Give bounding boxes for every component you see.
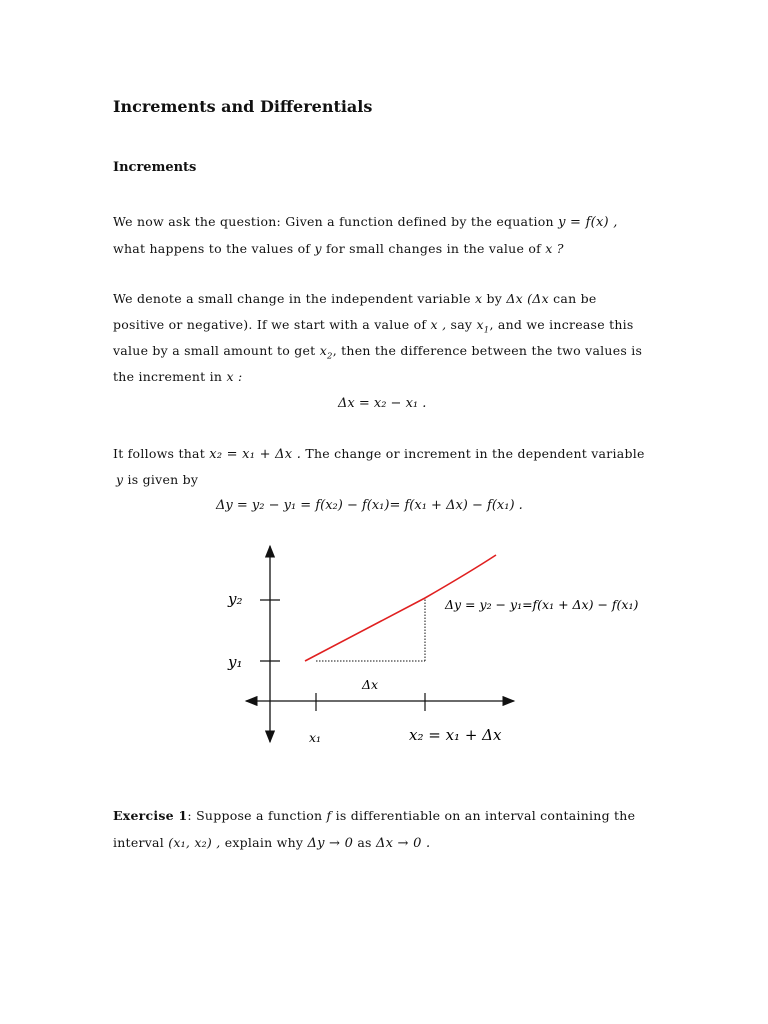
text: We now ask the question: Given a function defined by the equation xyxy=(113,214,554,229)
text: , and we increase this xyxy=(489,317,634,332)
text: positive or negative). If we start with a value of xyxy=(113,317,427,332)
section-heading: Increments xyxy=(113,160,197,175)
y1-label: y₁ xyxy=(228,653,243,671)
math-var: y xyxy=(314,241,322,256)
text: : Suppose a function xyxy=(187,808,323,823)
math-var: (Δx xyxy=(527,291,549,306)
math-var: x ? xyxy=(545,241,564,256)
math-var: $x_2$ xyxy=(319,343,333,362)
text: is given by xyxy=(127,472,199,487)
text: We denote a small change in the independent variable xyxy=(113,291,471,306)
paragraph-line xyxy=(113,369,242,384)
math-var: x : xyxy=(226,369,243,384)
math-symbol: x xyxy=(319,343,328,358)
text: can be xyxy=(553,291,597,306)
text: , then the difference between the two values is xyxy=(332,343,643,358)
text: as xyxy=(357,835,372,850)
text: say xyxy=(450,317,473,332)
exercise-label: Exercise 1 xyxy=(113,808,188,823)
text: value by a small amount to get xyxy=(113,343,316,358)
math-var: f xyxy=(326,808,332,823)
math-var: $x_1$ xyxy=(476,317,490,336)
text: for small changes in the value of xyxy=(326,241,541,256)
text: the increment in xyxy=(113,369,223,384)
equation: Δx → 0 . xyxy=(375,836,431,851)
text: what happens to the values of xyxy=(113,241,311,256)
equation-increment-x: Δx = x₂ − x₁ . xyxy=(338,396,427,411)
x1-label: x₁ xyxy=(309,730,322,745)
exercise-line xyxy=(113,808,635,823)
text: interval xyxy=(113,835,164,850)
paragraph-line xyxy=(113,343,642,362)
math-var: Δx xyxy=(506,291,523,306)
dy-label: Δy = y₂ − y₁=f(x₁ + Δx) − f(x₁) xyxy=(445,597,639,612)
equation: x₂ = x₁ + Δx . xyxy=(209,447,302,462)
page-title: Increments and Differentials xyxy=(113,97,373,116)
dx-label: Δx xyxy=(362,677,379,692)
text: It follows that xyxy=(113,446,205,461)
math-var: x xyxy=(475,291,483,306)
paragraph-line xyxy=(113,446,645,462)
exercise-line xyxy=(113,835,430,851)
paragraph-line xyxy=(113,214,618,230)
paragraph-line xyxy=(113,291,597,306)
equation: y = f(x) , xyxy=(558,215,618,230)
x2-label: x₂ = x₁ + Δx xyxy=(409,726,502,744)
paragraph-line xyxy=(113,317,634,336)
math-symbol: x xyxy=(476,317,484,332)
equation: Δy → 0 xyxy=(307,836,354,851)
text: by xyxy=(486,291,503,306)
paragraph-line xyxy=(116,472,198,487)
y2-label: y₂ xyxy=(228,590,243,608)
text: The change or increment in the dependent variable xyxy=(305,446,645,461)
text: is differentiable on an interval containing the xyxy=(335,808,636,823)
text: explain why xyxy=(224,835,304,850)
increment-diagram xyxy=(0,530,768,770)
equation-increment-y: Δy = y₂ − y₁ = f(x₂) − f(x₁)= f(x₁ + Δx) − f(x₁) . xyxy=(216,498,523,513)
paragraph-line xyxy=(113,241,564,256)
math-var: (x₁, x₂) , xyxy=(168,835,221,850)
math-var: x , xyxy=(430,317,447,332)
math-var: y xyxy=(116,472,124,487)
